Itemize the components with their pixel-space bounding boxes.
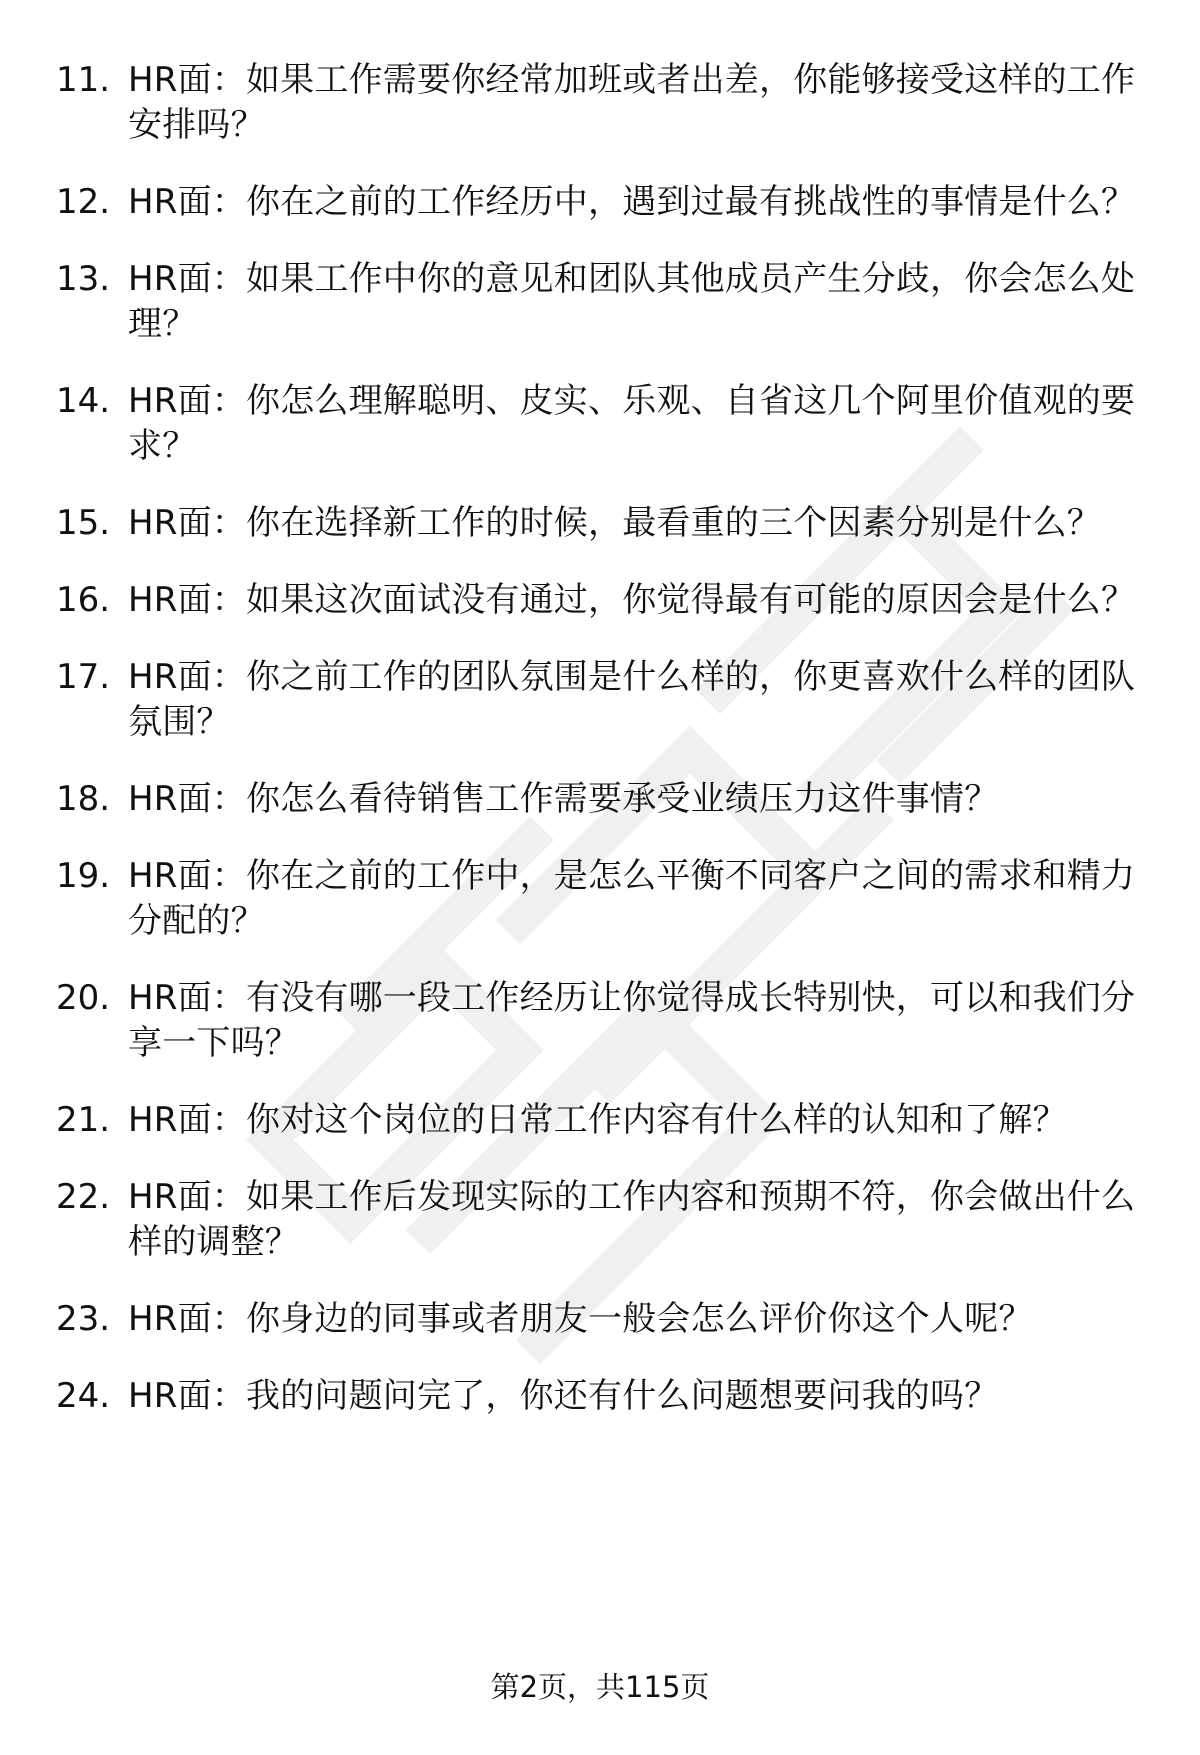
question-number: 12. [56,182,111,222]
question-number: 15. [56,503,111,543]
question-text: HR面：你在之前的工作经历中，遇到过最有挑战性的事情是什么？ [128,182,1136,222]
question-text: HR面：如果工作需要你经常加班或者出差，你能够接受这样的工作安排吗？ [128,60,1136,145]
question-number: 23. [56,1299,111,1339]
list-item [0,976,1200,1066]
question-number: 22. [56,1177,111,1217]
list-item [0,1374,1200,1419]
question-text: HR面：你怎么看待销售工作需要承受业绩压力这件事情？ [128,779,999,819]
question-text: HR面：你怎么理解聪明、皮实、乐观、自省这几个阿里价值观的要求？ [128,381,1136,466]
question-number: 24. [56,1376,111,1416]
question-text: HR面：你对这个岗位的日常工作内容有什么样的认知和了解？ [128,1100,1067,1140]
question-text: HR面：你在选择新工作的时候，最看重的三个因素分别是什么？ [128,503,1101,543]
question-number: 20. [56,978,111,1018]
list-item [0,655,1200,745]
question-text: HR面：如果这次面试没有通过，你觉得最有可能的原因会是什么？ [128,580,1136,620]
list-item [0,1098,1200,1143]
list-item [0,777,1200,822]
question-text: HR面：如果工作后发现实际的工作内容和预期不符，你会做出什么样的调整？ [128,1177,1136,1262]
question-text: HR面：我的问题问完了，你还有什么问题想要问我的吗？ [128,1376,999,1416]
question-list [0,58,1200,1451]
list-item [0,257,1200,347]
question-text: HR面：你之前工作的团队氛围是什么样的，你更喜欢什么样的团队氛围？ [128,657,1136,742]
list-item [0,1175,1200,1265]
question-number: 14. [56,381,111,421]
question-text: HR面：你身边的同事或者朋友一般会怎么评价你这个人呢？ [128,1299,1033,1339]
list-item [0,379,1200,469]
list-item [0,854,1200,944]
list-item [0,1297,1200,1342]
page-footer: 第2页，共115页 [490,1670,710,1704]
question-text: HR面：如果工作中你的意见和团队其他成员产生分歧，你会怎么处理？ [128,259,1136,344]
question-number: 21. [56,1100,111,1140]
question-number: 18. [56,779,111,819]
list-item [0,58,1200,148]
question-number: 19. [56,856,111,896]
question-number: 17. [56,657,111,697]
list-item [0,501,1200,546]
list-item [0,180,1200,225]
question-number: 16. [56,580,111,620]
question-number: 13. [56,259,111,299]
question-text: HR面：有没有哪一段工作经历让你觉得成长特别快，可以和我们分享一下吗？ [128,978,1136,1063]
list-item [0,578,1200,623]
question-text: HR面：你在之前的工作中，是怎么平衡不同客户之间的需求和精力分配的？ [128,856,1136,941]
question-number: 11. [56,60,111,100]
